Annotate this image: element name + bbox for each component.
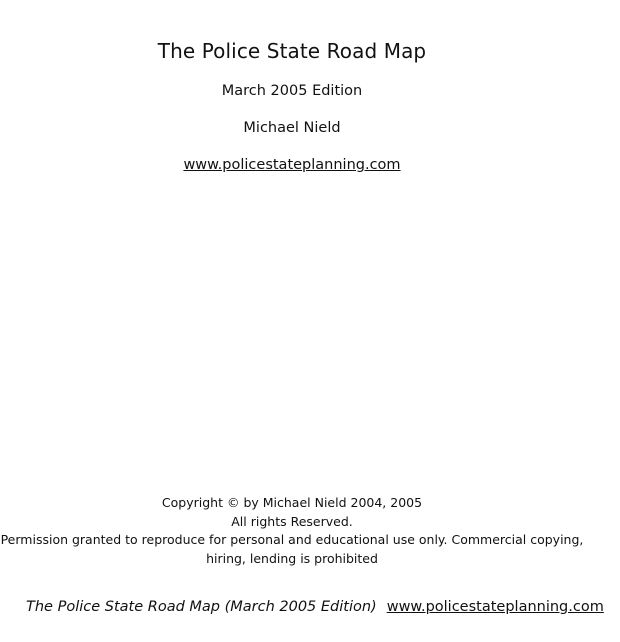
copyright-notice: Copyright © by Michael Nield 2004, 2005 [161, 495, 423, 510]
website-link[interactable]: www.policestateplanning.com [183, 157, 401, 173]
website-link-container [0, 155, 584, 175]
footer-website-link[interactable]: www.policestateplanning.com [386, 599, 604, 615]
footer-title: The Police State Road Map (March 2005 Edition) [26, 599, 377, 615]
rights-reserved: All rights Reserved. [231, 514, 353, 529]
permission-notice: Permission granted to reproduce for personal and educational use only. Commercial copying, [0, 532, 584, 547]
page-footer [26, 597, 604, 617]
prohibition-notice: hiring, lending is prohibited [206, 551, 378, 566]
edition-label: March 2005 Edition [221, 83, 363, 99]
document-title: The Police State Road Map [157, 39, 427, 63]
author-name: Michael Nield [243, 120, 341, 136]
